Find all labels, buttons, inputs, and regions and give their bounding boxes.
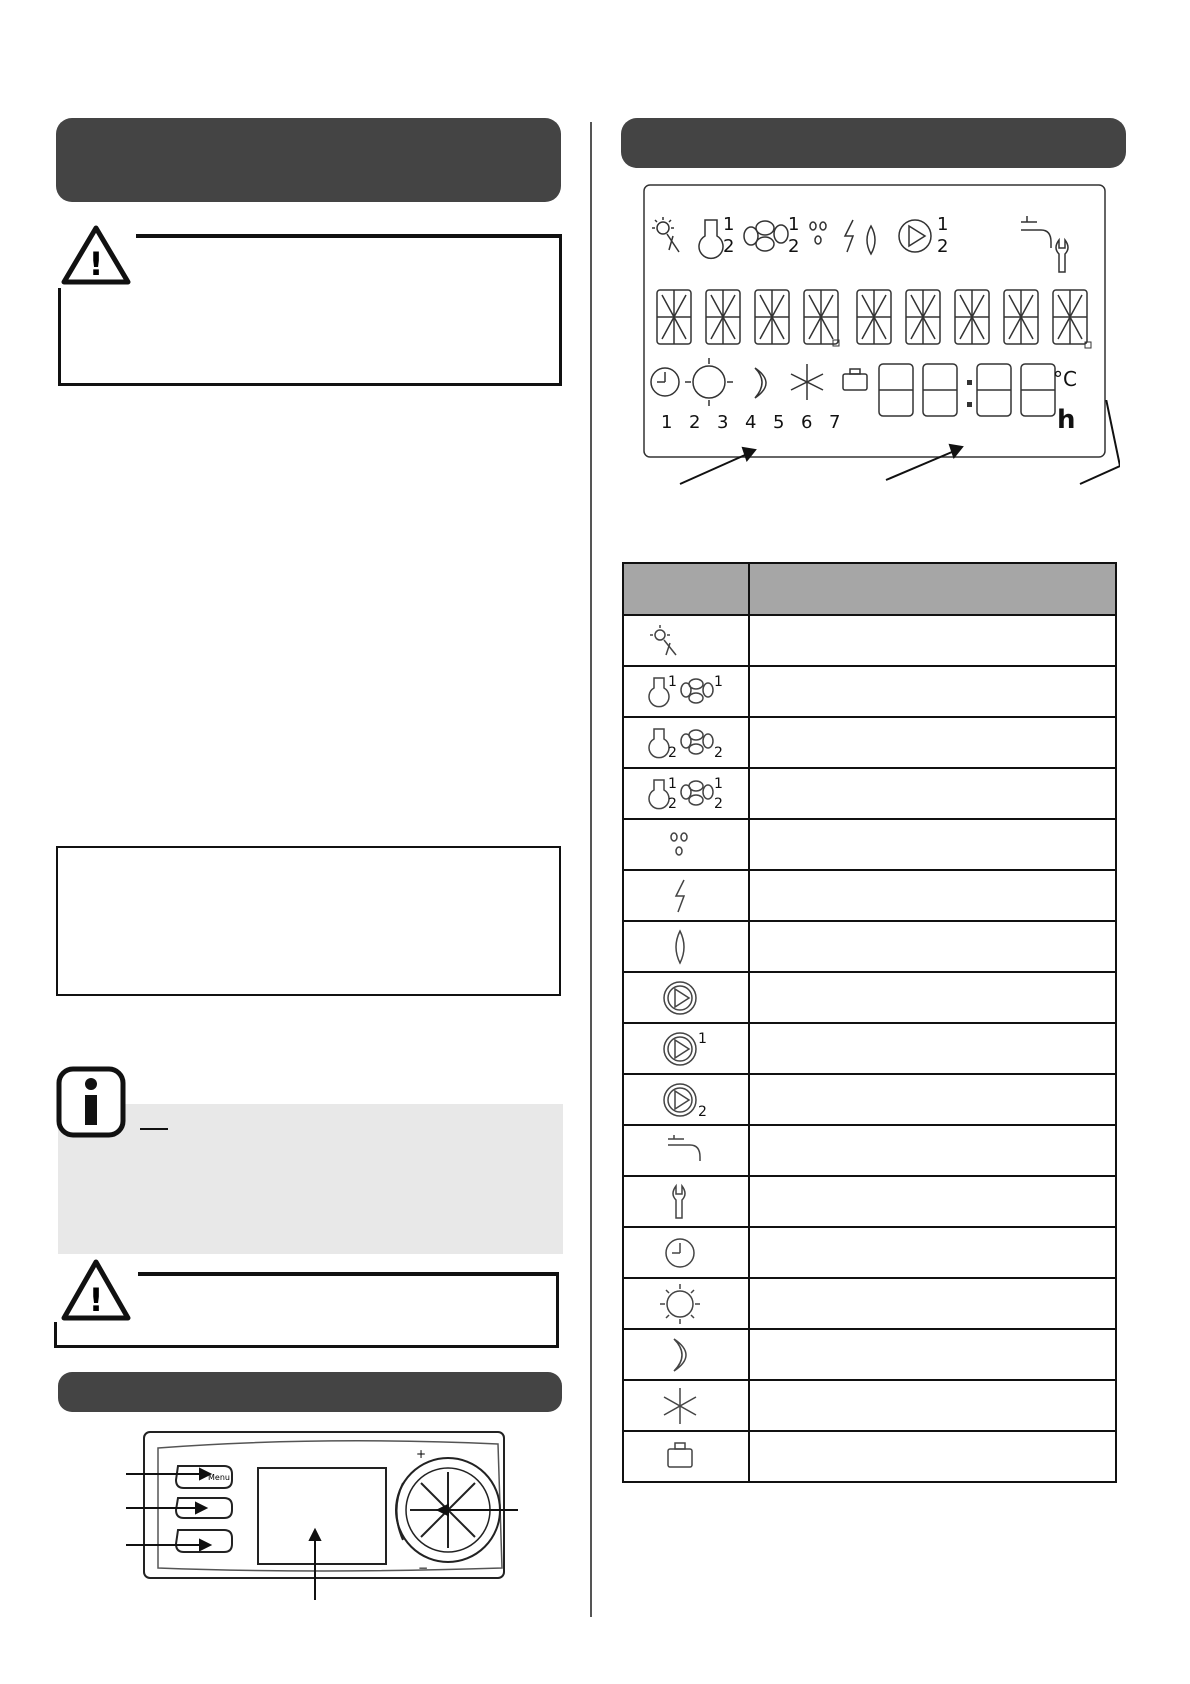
symbol-table-row (623, 819, 1116, 870)
symbol-table-row (623, 1329, 1116, 1380)
symbol-table-row (623, 1074, 1116, 1125)
symbol-table-row (623, 1176, 1116, 1227)
column-divider (590, 122, 592, 1617)
symbol-description (749, 1125, 1116, 1176)
water-drops-icon (623, 819, 749, 870)
tap-icon (623, 1125, 749, 1176)
symbol-description (749, 1023, 1116, 1074)
svg-text:6: 6 (801, 412, 813, 433)
symbol-description (749, 1176, 1116, 1227)
svg-text:1: 1 (668, 673, 677, 690)
hours-unit: h (1057, 405, 1076, 435)
minus-label: − (418, 1561, 429, 1575)
symbol-table-row (623, 768, 1116, 819)
symbol-description (749, 615, 1116, 666)
symbol-description (749, 1329, 1116, 1380)
svg-text:1: 1 (714, 775, 723, 792)
symbol-description (749, 666, 1116, 717)
svg-text:1: 1 (698, 1030, 707, 1047)
svg-text:1: 1 (723, 214, 735, 235)
menu-label: Menu (208, 1473, 230, 1482)
symbol-description (749, 1431, 1116, 1482)
svg-text:!: ! (88, 245, 104, 283)
symbol-table-row (623, 717, 1116, 768)
suitcase-icon (623, 1431, 749, 1482)
svg-text:4: 4 (745, 412, 757, 433)
symbol-table-row (623, 921, 1116, 972)
symbol-description (749, 819, 1116, 870)
symbol-table-row (623, 1431, 1116, 1482)
svg-text:2: 2 (668, 795, 677, 812)
snowflake-icon (623, 1380, 749, 1431)
svg-text:1: 1 (661, 412, 673, 433)
svg-text:2: 2 (723, 236, 735, 257)
lcd-callout-lines (600, 400, 1120, 490)
symbol-table-row (623, 1380, 1116, 1431)
symbol-description (749, 768, 1116, 819)
svg-text:2: 2 (937, 236, 949, 257)
svg-text:!: ! (88, 1281, 104, 1319)
svg-text:1: 1 (714, 673, 723, 690)
svg-text:5: 5 (773, 412, 785, 433)
svg-text:7: 7 (829, 412, 841, 433)
symbol-table-row (623, 1227, 1116, 1278)
pump-icon (623, 1074, 749, 1125)
symbol-table-row (623, 870, 1116, 921)
symbol-description (749, 1380, 1116, 1431)
svg-text:1: 1 (788, 214, 800, 235)
symbol-description (749, 972, 1116, 1023)
right-section-header (621, 118, 1126, 168)
plus-label: + (416, 1447, 427, 1461)
panel-callout-lines (0, 0, 590, 1684)
symbol-table-row (623, 1023, 1116, 1074)
wrench-icon (623, 1176, 749, 1227)
symbol-table (622, 562, 1117, 1483)
symbol-table-header (623, 563, 1116, 615)
tank-fan-icon (623, 666, 749, 717)
flame-icon (623, 921, 749, 972)
lightning-icon (623, 870, 749, 921)
svg-text:3: 3 (717, 412, 729, 433)
svg-text:2: 2 (714, 795, 723, 812)
sun-valve-icon (623, 615, 749, 666)
tank-fan-icon (623, 768, 749, 819)
svg-text:1: 1 (668, 775, 677, 792)
symbol-table-row (623, 1125, 1116, 1176)
symbol-description (749, 1227, 1116, 1278)
symbol-table-row (623, 666, 1116, 717)
sun-icon (623, 1278, 749, 1329)
pump-icon (623, 972, 749, 1023)
svg-text:2: 2 (689, 412, 701, 433)
symbol-description (749, 921, 1116, 972)
moon-icon (623, 1329, 749, 1380)
svg-text:2: 2 (714, 744, 723, 761)
svg-text:1: 1 (937, 214, 949, 235)
celsius-unit: °C (1053, 367, 1077, 391)
symbol-description (749, 1074, 1116, 1125)
symbol-description (749, 1278, 1116, 1329)
symbol-table-row (623, 615, 1116, 666)
symbol-table-row (623, 972, 1116, 1023)
symbol-table-row (623, 1278, 1116, 1329)
symbol-description (749, 717, 1116, 768)
svg-text:2: 2 (668, 744, 677, 761)
svg-text:2: 2 (788, 236, 800, 257)
symbol-description (749, 870, 1116, 921)
svg-text:2: 2 (698, 1103, 707, 1120)
tank-fan-icon (623, 717, 749, 768)
clock-icon (623, 1227, 749, 1278)
pump-icon (623, 1023, 749, 1074)
